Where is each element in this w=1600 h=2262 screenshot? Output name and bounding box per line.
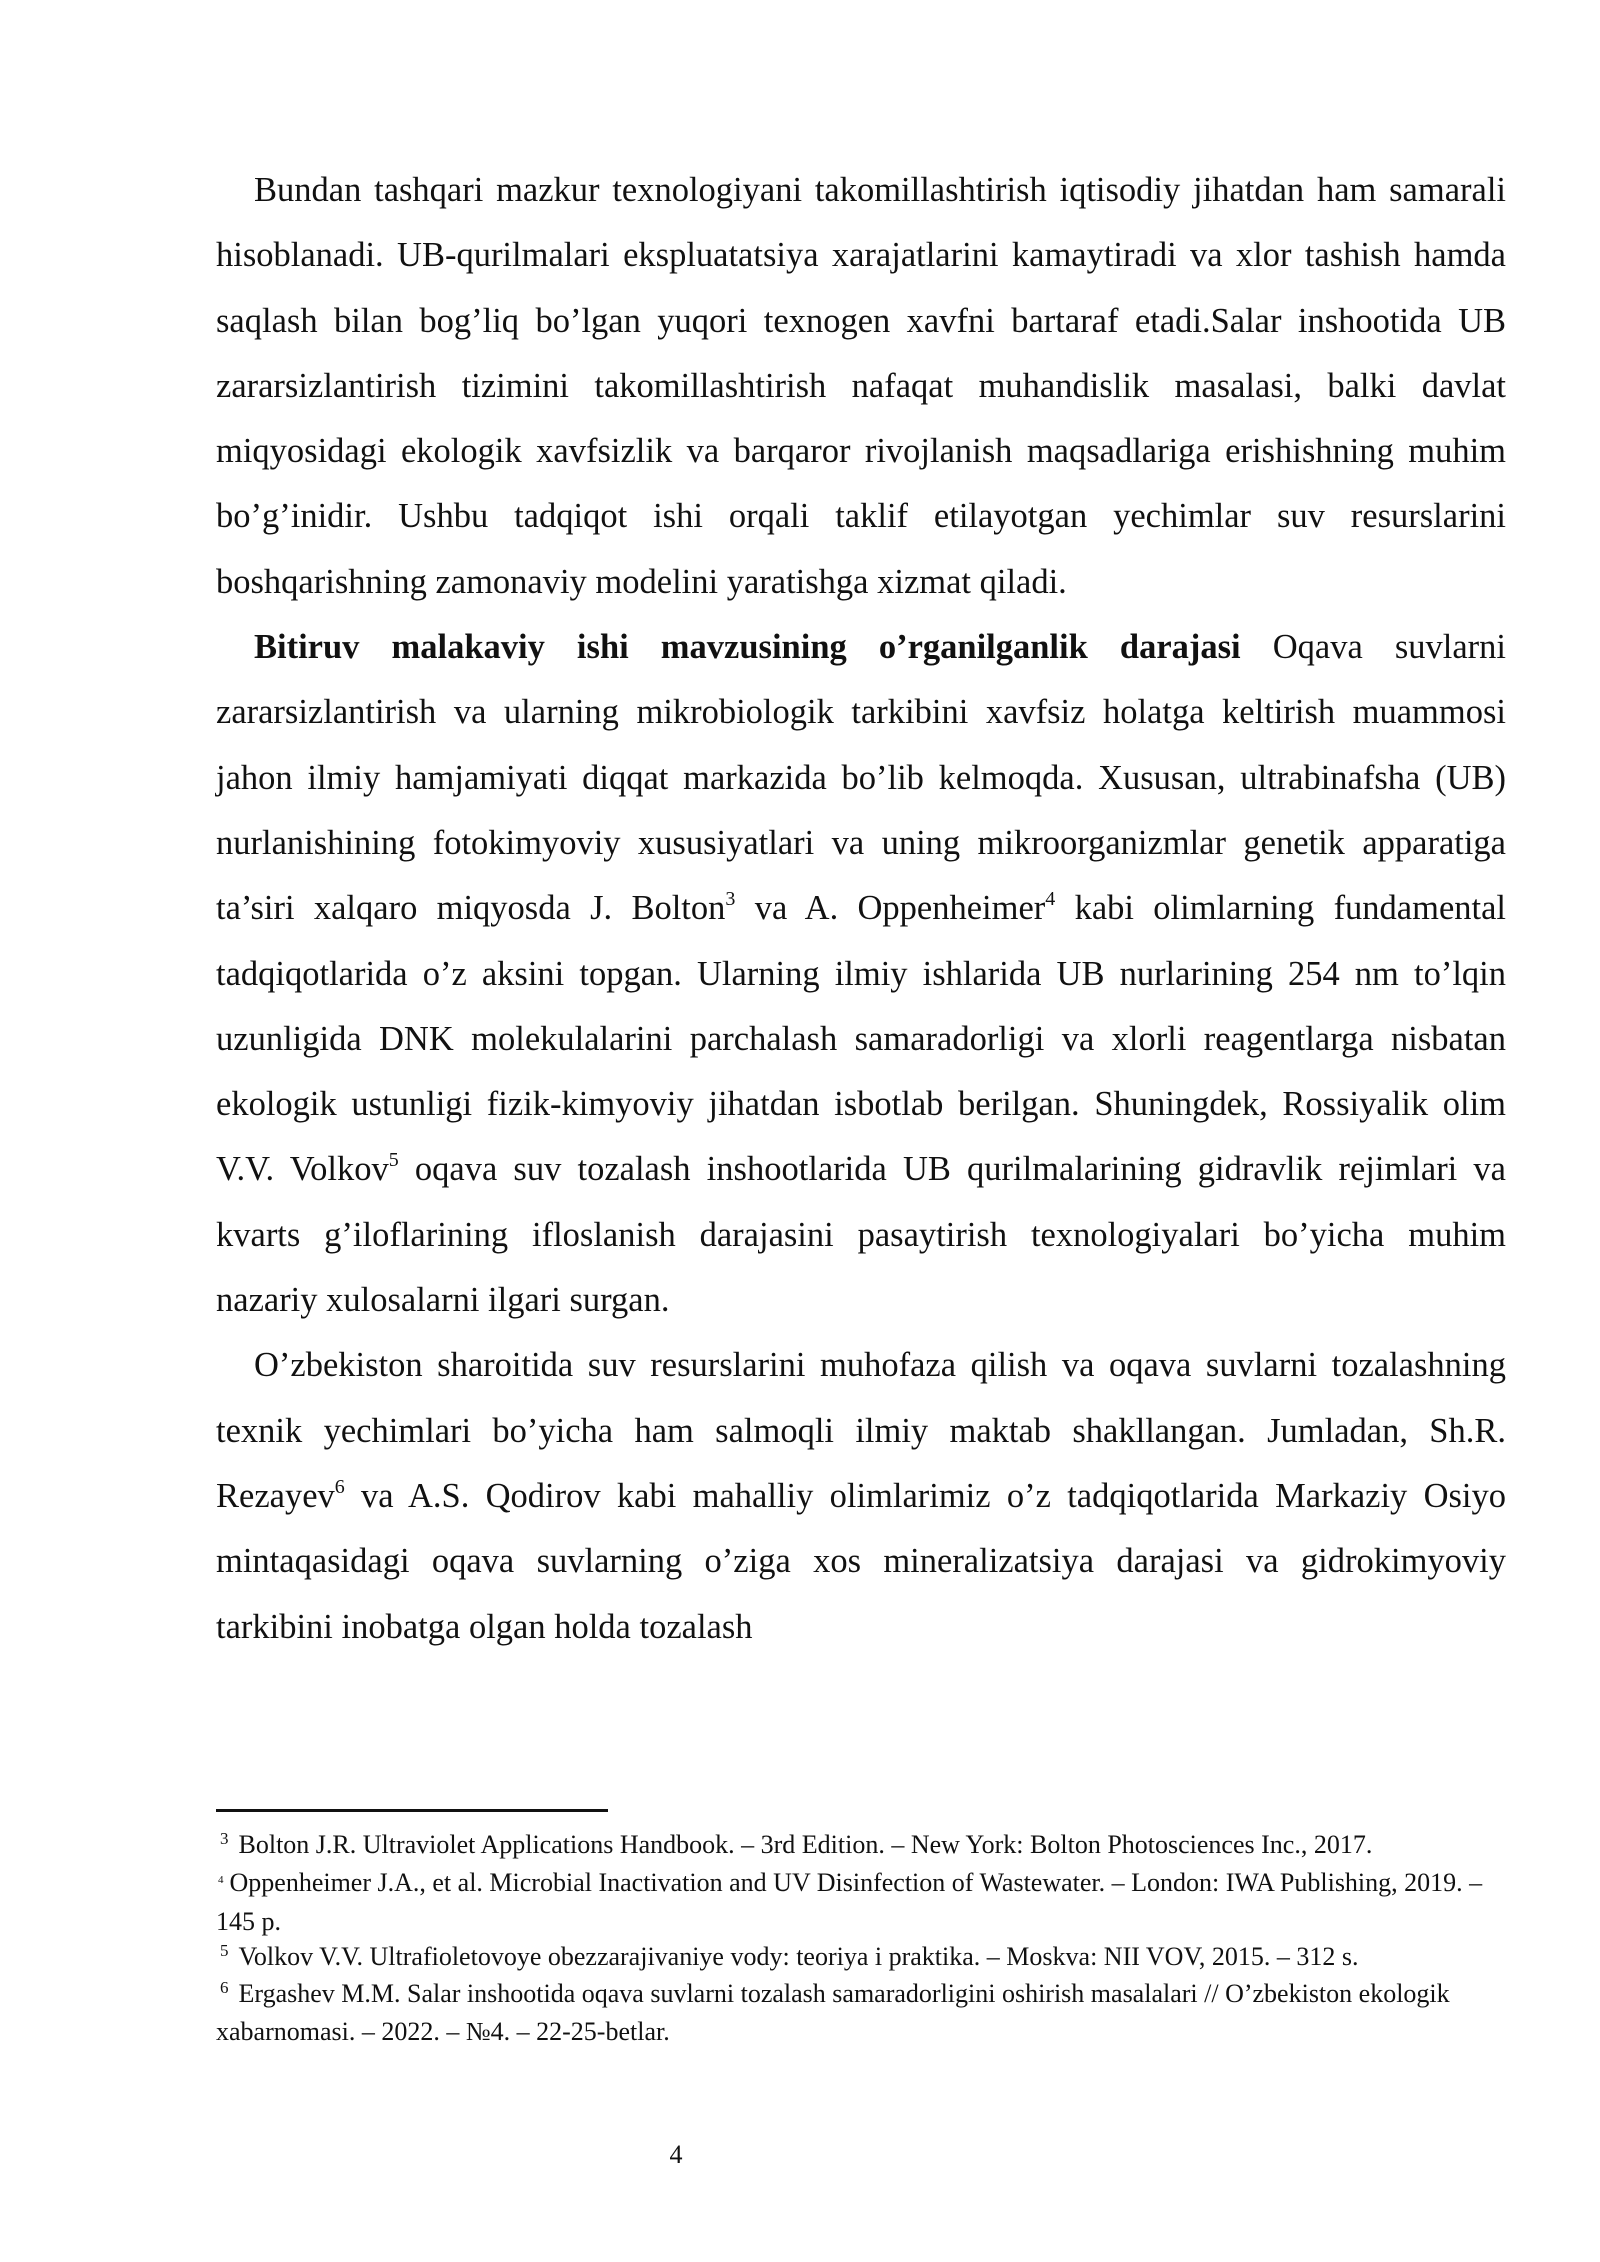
footnote-mark: 6: [220, 1978, 229, 1998]
footnote-4: [216, 1866, 1512, 1940]
paragraph-2-text-3: kabi olimlarning fundamental tadqiqotlarida o’z aksini topgan. Ularning ilmiy ishlarida UB nurlarining 254 nm to’lqin uzunligida DNK molekulalarini parchalash samaradorligi va xlorli reagentlarga nisbatan ekologik ustunligi fizik-kimyoviy jihatdan isbotlab berilgan. Shuningdek, Rossiyalik olim V.V. Volkov: [216, 889, 1507, 1189]
paragraph-3-text-2: va A.S. Qodirov kabi mahalliy olimlarimiz o’z tadqiqotlarida Markaziy Osiyo mintaqasidagi oqava suvlarning o’ziga xos mineralizatsiya darajasi va gidrokimyoviy tarkibini inobatga olgan holda tozalash: [216, 1476, 1506, 1646]
section-heading: Bitiruv malakaviy ishi mavzusining o’rganilganlik darajasi: [254, 628, 1241, 667]
paragraph-2-text-1: Oqava suvlarni zararsizlantirish va ularning mikrobiologik tarkibini xavfsiz holatga keltirish muammosi jahon ilmiy hamjamiyati diqqat markazida bo’lib kelmoqda. Xususan, ultrabinafsha (UB) nurlanishining fotokimyoviy xususiyatlari va uning mikroorganizmlar genetik apparatiga ta’siri xalqaro miqyosda J. Bolton: [216, 628, 1506, 928]
body-text: [216, 158, 1506, 1660]
footnotes: [216, 1828, 1512, 2050]
footnote-text: Bolton J.R. Ultraviolet Applications Handbook. – 3rd Edition. – New York: Bolton Photosciences Inc., 2017.: [238, 1830, 1373, 1859]
footnote-6: [216, 1977, 1512, 2049]
paragraph-2-text-4: oqava suv tozalash inshootlarida UB qurilmalarining gidravlik rejimlari va kvarts g’iloflarining ifloslanish darajasini pasaytirish texnologiyalari bo’yicha muhim nazariy xulosalarni ilgari surgan.: [216, 1150, 1506, 1320]
footnote-mark: 4: [218, 1873, 224, 1886]
footnote-mark: 5: [220, 1940, 229, 1960]
paragraph-1: [216, 158, 1506, 615]
paragraph-3: [216, 1333, 1506, 1659]
footnote-ref-6[interactable]: 6: [334, 1475, 345, 1498]
footnote-separator: [216, 1809, 608, 1812]
footnote-3: [216, 1828, 1512, 1866]
footnote-text: Volkov V.V. Ultrafioletovoye obezzarajivaniye vody: teoriya i praktika. – Moskva: NII VOV, 2015. – 312 s.: [238, 1941, 1359, 1971]
footnote-5: [216, 1940, 1512, 1978]
footnote-text: Oppenheimer J.A., et al. Microbial Inactivation and UV Disinfection of Wastewater. – London: IWA Publishing, 2019. – 145 p.: [216, 1867, 1483, 1937]
footnote-ref-4[interactable]: 4: [1045, 888, 1056, 911]
paragraph-1-text: Bundan tashqari mazkur texnologiyani takomillashtirish iqtisodiy jihatdan ham samarali hisoblanadi. UB-qurilmalari ekspluatatsiya xarajatlarini kamaytiradi va xlor tashish hamda saqlash bilan bog’liq bo’lgan yuqori texnogen xavfni bartaraf etadi.Salar inshootida UB zararsizlantirish tizimini takomillashtirish nafaqat muhandislik masalasi, balki davlat miqyosidagi ekologik xavfsizlik va barqaror rivojlanish maqsadlariga erishishning muhim bo’g’inidir. Ushbu tadqiqot ishi orqali taklif etilayotgan yechimlar suv resurslarini boshqarishning zamonaviy modelini yaratishga xizmat qiladi.: [216, 171, 1506, 601]
footnote-ref-3[interactable]: 3: [725, 888, 736, 911]
page-number: 4: [669, 2140, 683, 2169]
footnote-text: Ergashev M.M. Salar inshootida oqava suvlarni tozalash samaradorligini oshirish masalalari // O’zbekiston ekologik xabarnomasi. – 2022. – №4. – 22-25-betlar.: [216, 1979, 1450, 2046]
paragraph-3-text-1: O’zbekiston sharoitida suv resurslarini muhofaza qilish va oqava suvlarni tozalashning texnik yechimlari bo’yicha ham salmoqli ilmiy maktab shakllangan. Jumladan, Sh.R. Rezayev: [216, 1346, 1506, 1515]
paragraph-2-text-2: va A. Oppenheimer: [735, 889, 1046, 928]
paragraph-2: [216, 615, 1506, 1333]
footnote-ref-5[interactable]: 5: [388, 1149, 399, 1172]
footnote-mark: 3: [220, 1829, 229, 1848]
